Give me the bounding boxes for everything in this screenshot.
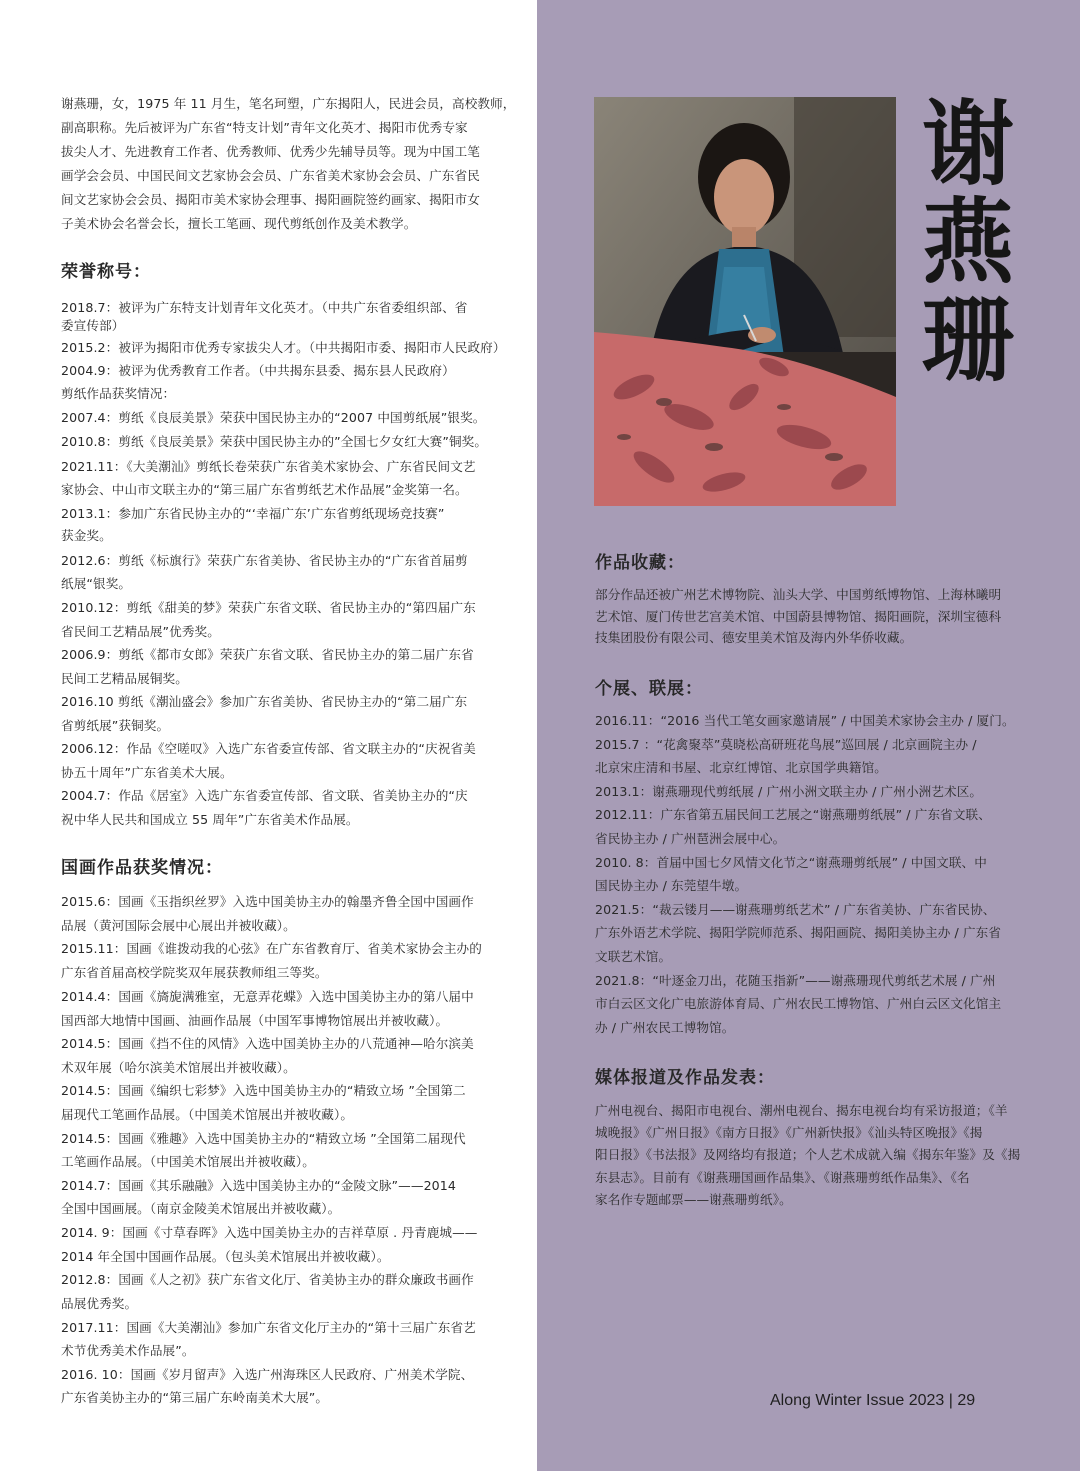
honor-line: 2012.6：剪纸《标旗行》荣获广东省美协、省民协主办的“广东省首届剪	[61, 553, 468, 568]
artist-name	[920, 91, 1016, 394]
honor-line: 获金奖。	[61, 528, 112, 543]
artist-cutting-paper-photo	[594, 97, 896, 506]
intro-line: 子美术协会名誉会长，擅长工笔画、现代剪纸创作及美术教学。	[61, 216, 417, 231]
exhibition-line: 2010. 8：首届中国七夕风情文化节之“谢燕珊剪纸展” / 中国文联、中	[595, 855, 987, 870]
collection-line: 艺术馆、厦门传世艺宫美术馆、中国蔚县博物馆、揭阳画院，深圳宝德科	[595, 609, 1002, 624]
honor-line: 省民间工艺精品展”优秀奖。	[61, 624, 220, 639]
painting-line: 2016. 10：国画《岁月留声》入选广州海珠区人民政府、广州美术学院、	[61, 1367, 474, 1382]
honor-line: 剪纸作品获奖情况：	[61, 386, 176, 401]
media-line: 家名作专题邮票——谢燕珊剪纸》。	[595, 1192, 792, 1207]
painting-line: 2015.11：国画《谁拨动我的心弦》在广东省教育厅、省美术家协会主办的	[61, 941, 482, 956]
painting-line: 2014 年全国中国画作品展。（包头美术馆展出并被收藏）。	[61, 1249, 390, 1264]
name-char: 谢	[921, 91, 1014, 198]
painting-line: 2015.6：国画《玉指织丝罗》入选中国美协主办的翰墨齐鲁全国中国画作	[61, 894, 474, 909]
exhibition-line: 省民协主办 / 广州琶洲会展中心。	[595, 831, 786, 846]
collection-line: 部分作品还被广州艺术博物院、汕头大学、中国剪纸博物馆、上海林曦明	[595, 587, 1002, 602]
page-footer: Along Winter Issue 2023 | 29	[770, 1392, 976, 1409]
honor-line: 纸展“银奖。	[61, 576, 132, 591]
name-char: 燕	[921, 189, 1014, 296]
honor-line: 省剪纸展”获铜奖。	[61, 718, 170, 733]
exhibition-line: 市白云区文化广电旅游体育局、广州农民工博物馆、广州白云区文化馆主	[595, 996, 1002, 1011]
media-heading: 媒体报道及作品发表：	[595, 1068, 775, 1088]
painting-line: 品展（黄河国际会展中心展出并被收藏）。	[61, 918, 296, 933]
painting-line: 2012.8：国画《人之初》获广东省文化厅、省美协主办的群众廉政书画作	[61, 1272, 474, 1287]
collection-heading: 作品收藏：	[595, 553, 685, 573]
honor-line: 2015.2：被评为揭阳市优秀专家拔尖人才。（中共揭阳市委、揭阳市人民政府）	[61, 340, 506, 355]
honor-line: 2018.7：被评为广东特支计划青年文化英才。（中共广东省委组织部、省	[61, 300, 468, 315]
honor-line: 2004.7：作品《居室》入选广东省委宣传部、省文联、省美协主办的“庆	[61, 788, 468, 803]
exhibition-line: 2021.8：“叶逐金刀出，花随玉指新”——谢燕珊现代剪纸艺术展 / 广州	[595, 973, 996, 988]
honor-line: 协五十周年”广东省美术大展。	[61, 765, 233, 780]
honor-line: 2006.12：作品《空嗟叹》入选广东省委宣传部、省文联主办的“庆祝省美	[61, 741, 476, 756]
honor-line: 2007.4：剪纸《良辰美景》荣获中国民协主办的“2007 中国剪纸展”银奖。	[61, 410, 486, 425]
painting-line: 2014.4：国画《旖旎满雅室，无意弄花蝶》入选中国美协主办的第八届中	[61, 989, 474, 1004]
painting-line: 2014. 9：国画《寸草春晖》入选中国美协主办的吉祥草原 . 丹青鹿城——	[61, 1225, 478, 1240]
exhibition-line: 2015.7 ：“花禽聚萃”莫晓松高研班花鸟展”巡回展 / 北京画院主办 /	[595, 737, 977, 752]
honor-line: 2006.9：剪纸《都市女郎》荣获广东省文联、省民协主办的第二届广东省	[61, 647, 474, 662]
honor-line: 民间工艺精品展铜奖。	[61, 671, 188, 686]
painting-line: 2014.5：国画《编织七彩梦》入选中国美协主办的“精致立场 ”全国第二	[61, 1083, 466, 1098]
painting-line: 2014.5：国画《雅趣》入选中国美协主办的“精致立场 ”全国第二届现代	[61, 1131, 466, 1146]
honor-line: 2013.1：参加广东省民协主办的“‘幸福广东’广东省剪纸现场竞技赛”	[61, 506, 445, 521]
intro-line: 拔尖人才、先进教育工作者、优秀教师、优秀少先辅导员等。现为中国工笔	[61, 144, 480, 159]
media-line: 东县志》。目前有《谢燕珊国画作品集》、《谢燕珊剪纸作品集》、《名	[595, 1170, 970, 1185]
honor-line: 2016.10 剪纸《潮汕盛会》参加广东省美协、省民协主办的“第二届广东	[61, 694, 468, 709]
honor-line: 2021.11：《大美潮汕》剪纸长卷荣获广东省美术家协会、广东省民间文艺	[61, 459, 476, 474]
painting-line: 届现代工笔画作品展。（中国美术馆展出并被收藏）。	[61, 1107, 354, 1122]
painting-line: 2014.7：国画《其乐融融》入选中国美协主办的“金陵文脉”——2014	[61, 1178, 457, 1193]
exhibition-line: 2016.11：“2016 当代工笔女画家邀请展” / 中国美术家协会主办 / 厦门。	[595, 713, 1015, 728]
painting-line: 全国中国画展。（南京金陵美术馆展出并被收藏）。	[61, 1201, 341, 1216]
painting-line: 广东省美协主办的“第三届广东岭南美术大展”。	[61, 1390, 329, 1405]
exhibition-line: 国民协主办 / 东莞望牛墩。	[595, 878, 748, 893]
painting-line: 广东省首届高校学院奖双年展获教师组三等奖。	[61, 965, 328, 980]
painting-line: 工笔画作品展。（中国美术馆展出并被收藏）。	[61, 1154, 315, 1169]
intro-line: 副高职称。先后被评为广东省“特支计划”青年文化英才、揭阳市优秀专家	[61, 120, 468, 135]
honor-line: 2010.8：剪纸《良辰美景》荣获中国民协主办的”全国七夕女红大赛”铜奖。	[61, 434, 488, 449]
exhibition-line: 2012.11：广东省第五届民间工艺展之“谢燕珊剪纸展” / 广东省文联、	[595, 807, 991, 822]
media-line: 广州电视台、揭阳市电视台、潮州电视台、揭东电视台均有采访报道；《羊	[595, 1103, 1008, 1118]
painting-heading: 国画作品获奖情况：	[61, 858, 223, 878]
artist-photo	[594, 97, 896, 506]
honor-line: 家协会、中山市文联主办的“第三届广东省剪纸艺术作品展”金奖第一名。	[61, 482, 468, 497]
exhibition-line: 2013.1：谢燕珊现代剪纸展 / 广州小洲文联主办 / 广州小洲艺术区。	[595, 784, 983, 799]
exhibitions-heading: 个展、联展：	[595, 679, 703, 699]
intro-line: 谢燕珊，女，1975 年 11 月生，笔名珂塑，广东揭阳人，民进会员，高校教师，	[61, 96, 516, 111]
exhibition-line: 办 / 广州农民工博物馆。	[595, 1020, 735, 1035]
honor-line: 2010.12：剪纸《甜美的梦》荣获广东省文联、省民协主办的“第四届广东	[61, 600, 476, 615]
painting-line: 品展优秀奖。	[61, 1296, 138, 1311]
intro-line: 间文艺家协会会员、揭阳市美术家协会理事、揭阳画院签约画家、揭阳市女	[61, 192, 480, 207]
painting-line: 2017.11：国画《大美潮汕》参加广东省文化厅主办的“第十三届广东省艺	[61, 1320, 476, 1335]
painting-line: 术节优秀美术作品展”。	[61, 1343, 195, 1358]
painting-line: 2014.5：国画《挡不住的风情》入选中国美协主办的八荒通神—哈尔滨美	[61, 1036, 474, 1051]
media-line: 城晚报》《广州日报》《南方日报》《广州新快报》《汕头特区晚报》《揭	[595, 1125, 983, 1140]
exhibition-line: 广东外语艺术学院、揭阳学院师范系、揭阳画院、揭阳美协主办 / 广东省	[595, 925, 1002, 940]
exhibition-line: 2021.5：“裁云镂月——谢燕珊剪纸艺术” / 广东省美协、广东省民协、	[595, 902, 996, 917]
honors-heading: 荣誉称号：	[61, 262, 151, 282]
painting-line: 术双年展（哈尔滨美术馆展出并被收藏）。	[61, 1060, 296, 1075]
exhibition-line: 北京宋庄清和书屋、北京红博馆、北京国学典籍馆。	[595, 760, 887, 775]
honor-line: 委宣传部）	[61, 318, 125, 333]
name-char: 珊	[921, 287, 1014, 394]
painting-line: 国西部大地情中国画、油画作品展（中国军事博物馆展出并被收藏）。	[61, 1013, 449, 1028]
collection-line: 技集团股份有限公司、德安里美术馆及海内外华侨收藏。	[595, 630, 913, 645]
exhibition-line: 文联艺术馆。	[595, 949, 672, 964]
intro-line: 画学会会员、中国民间文艺家协会会员、广东省美术家协会会员、广东省民	[61, 168, 480, 183]
honor-line: 祝中华人民共和国成立 55 周年”广东省美术作品展。	[61, 812, 359, 827]
media-line: 阳日报》《书法报》及网络均有报道；个人艺术成就入编《揭东年鉴》及《揭	[595, 1147, 1021, 1162]
honor-line: 2004.9：被评为优秀教育工作者。（中共揭东县委、揭东县人民政府）	[61, 363, 455, 378]
